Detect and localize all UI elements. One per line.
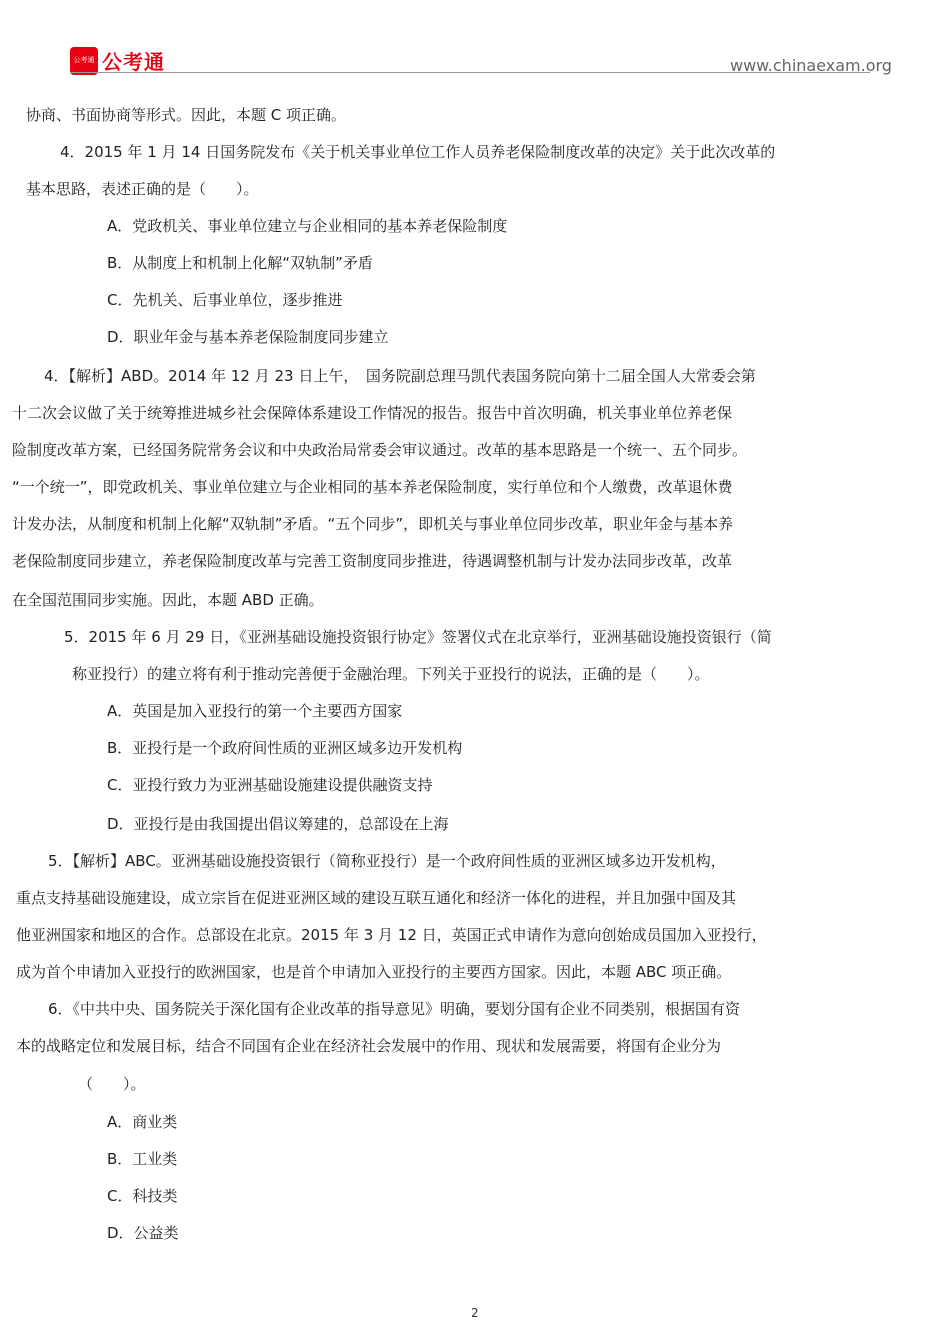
text-line: 重点支持基础设施建设，成立宗旨在促进亚洲区域的建设互联互通化和经济一体化的进程，并且加强中国及其 <box>16 889 737 907</box>
text-line: （ ）。 <box>78 1075 146 1093</box>
text-line: 基本思路，表述正确的是（ ）。 <box>26 180 259 198</box>
option-b: B．从制度上和机制上化解“双轨制”矛盾 <box>107 254 373 272</box>
option-d: D．公益类 <box>107 1224 179 1242</box>
text-line: 成为首个申请加入亚投行的欧洲国家，也是首个申请加入亚投行的主要西方国家。因此，本题 ABC 项正确。 <box>16 963 732 981</box>
text-line: 十二次会议做了关于统筹推进城乡社会保障体系建设工作情况的报告。报告中首次明确，机关事业单位养老保 <box>12 404 733 422</box>
page-header <box>70 44 890 94</box>
logo-badge-icon: 公考通 <box>70 47 98 75</box>
option-a: A．党政机关、事业单位建立与企业相同的基本养老保险制度 <box>107 217 508 235</box>
text-line: 协商、书面协商等形式。因此，本题 C 项正确。 <box>26 106 347 124</box>
option-c: C．先机关、后事业单位，逐步推进 <box>107 291 343 309</box>
option-b: B．工业类 <box>107 1150 178 1168</box>
question-6-stem: 6．《中共中央、国务院关于深化国有企业改革的指导意见》明确，要划分国有企业不同类别，根据国有资 <box>48 1000 741 1018</box>
logo <box>70 46 165 75</box>
option-a: A．英国是加入亚投行的第一个主要西方国家 <box>107 702 403 720</box>
text-line: 在全国范围同步实施。因此，本题 ABD 正确。 <box>12 591 324 609</box>
answer-4: 4．【解析】ABD。2014 年 12 月 23 日上午， 国务院副总理马凯代表国务院向第十二届全国人大常委会第 <box>44 367 756 385</box>
answer-5: 5．【解析】ABC。亚洲基础设施投资银行（简称亚投行）是一个政府间性质的亚洲区域多边开发机构， <box>48 852 726 870</box>
option-a: A．商业类 <box>107 1113 178 1131</box>
site-url: www.chinaexam.org <box>730 56 892 75</box>
option-c: C．亚投行致力为亚洲基础设施建设提供融资支持 <box>107 776 433 794</box>
question-5-stem: 5．2015 年 6 月 29 日，《亚洲基础设施投资银行协定》签署仪式在北京举行，亚洲基础设施投资银行（简 <box>64 628 772 646</box>
option-d: D．亚投行是由我国提出倡议筹建的，总部设在上海 <box>107 815 449 833</box>
option-b: B．亚投行是一个政府间性质的亚洲区域多边开发机构 <box>107 739 463 757</box>
text-line: 本的战略定位和发展目标，结合不同国有企业在经济社会发展中的作用、现状和发展需要，将国有企业分为 <box>16 1037 722 1055</box>
text-line: “一个统一”，即党政机关、事业单位建立与企业相同的基本养老保险制度，实行单位和个人缴费，改革退休费 <box>12 478 733 496</box>
question-4-stem: 4．2015 年 1 月 14 日国务院发布《关于机关事业单位工作人员养老保险制度改革的决定》关于此次改革的 <box>60 143 776 161</box>
text-line: 老保险制度同步建立，养老保险制度改革与完善工资制度同步推进，待遇调整机制与计发办法同步改革，改革 <box>12 552 733 570</box>
text-line: 他亚洲国家和地区的合作。总部设在北京。2015 年 3 月 12 日，英国正式申请作为意向创始成员国加入亚投行， <box>16 926 767 944</box>
option-c: C．科技类 <box>107 1187 178 1205</box>
text-line: 计发办法，从制度和机制上化解“双轨制”矛盾。“五个同步”，即机关与事业单位同步改革，职业年金与基本养 <box>12 515 734 533</box>
page-number: 2 <box>471 1306 479 1320</box>
text-line: 称亚投行）的建立将有利于推动完善便于金融治理。下列关于亚投行的说法，正确的是（ ）。 <box>72 665 710 683</box>
option-d: D．职业年金与基本养老保险制度同步建立 <box>107 328 389 346</box>
logo-text: 公考通 <box>102 50 165 74</box>
text-line: 险制度改革方案，已经国务院常务会议和中央政治局常委会审议通过。改革的基本思路是一个统一、五个同步。 <box>12 441 748 459</box>
